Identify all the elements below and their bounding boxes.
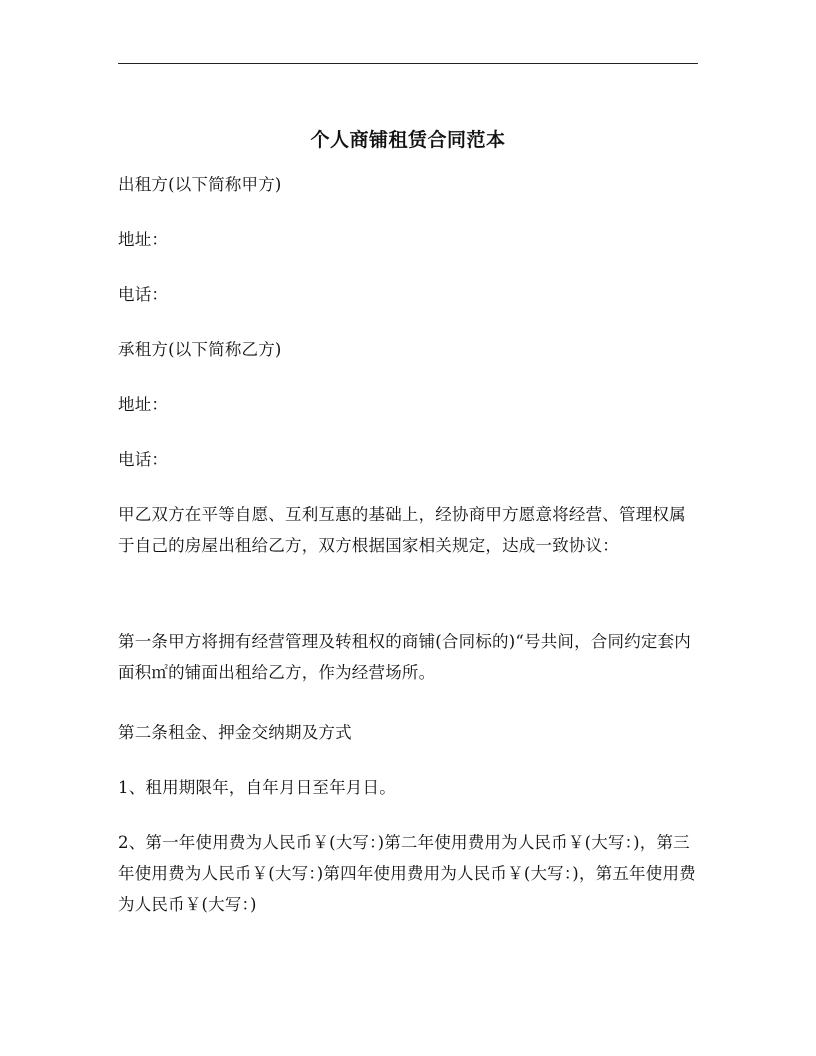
- document-title: 个人商铺租赁合同范本: [310, 129, 506, 151]
- lessor-phone: 电话：: [118, 285, 169, 304]
- lessee-label: 承租方(以下简称乙方): [118, 340, 282, 359]
- agreement-intro: 甲乙双方在平等自愿、互利互惠的基础上，经协商甲方愿意将经营、管理权属于自己的房屋出租给乙方，双方根据国家相关规定，达成一致协议：: [118, 505, 686, 555]
- article-one: 第一条甲方将拥有经营管理及转租权的商铺(合同标的)“号共间，合同约定套内面积㎡的铺面出租给乙方，作为经营场所。: [118, 632, 692, 682]
- article-two-heading: 第二条租金、押金交纳期及方式: [118, 723, 352, 742]
- usage-fee-clause: 2、第一年使用费为人民币￥(大写：)第二年使用费用为人民币￥(大写：)，第三年使用费为人民币￥(大写：)第四年使用费用为人民币￥(大写：)，第五年使用费为人民币￥(大写：): [118, 833, 696, 914]
- lessor-address: 地址：: [118, 230, 169, 249]
- lease-term-clause: 1、租用期限年，自年月日至年月日。: [118, 778, 396, 797]
- lessee-phone: 电话：: [118, 450, 169, 469]
- lessee-address: 地址：: [118, 395, 169, 414]
- header-divider: [118, 63, 698, 64]
- lessor-label: 出租方(以下简称甲方): [118, 175, 282, 194]
